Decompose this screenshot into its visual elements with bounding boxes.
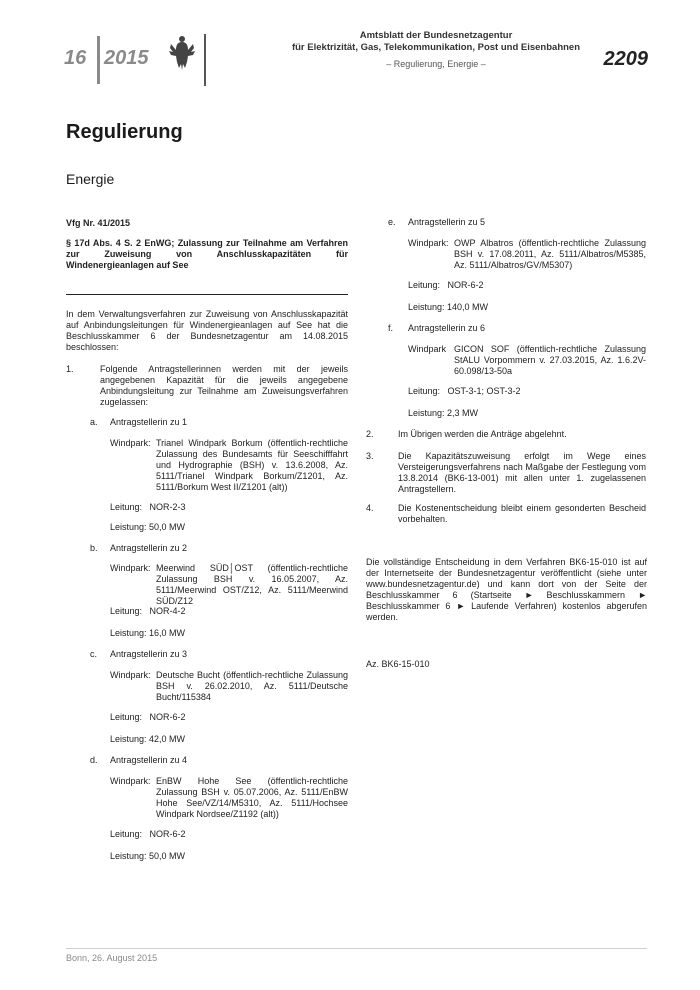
applicant-title: Antragstellerin zu 6 <box>408 323 486 333</box>
applicant-letter: c. <box>90 649 98 659</box>
windpark-text: OWP Albatros (öffentlich-rechtliche Zulassung BSH v. 17.08.2011, Az. 5111/Albatros/M5385, Az. 5111/Albatros/GV/M5307) <box>454 238 646 270</box>
item-2-text: Im Übrigen werden die Anträge abgelehnt. <box>398 429 567 439</box>
leitung: Leitung: NOR-6-2 <box>110 712 186 722</box>
leitung: Leitung: NOR-2-3 <box>110 502 186 512</box>
applicant-letter: d. <box>90 755 98 765</box>
applicant-title: Antragstellerin zu 3 <box>110 649 188 659</box>
applicant-letter: a. <box>90 417 98 427</box>
item-3-number: 3. <box>366 451 374 461</box>
leitung: Leitung: NOR-6-2 <box>110 829 186 839</box>
windpark-label: Windpark: <box>110 563 151 573</box>
publication-title <box>206 30 666 54</box>
item-4-number: 4. <box>366 503 374 513</box>
closing-paragraph: Die vollständige Entscheidung in dem Verfahren BK6-15-010 ist auf der Internetseite der Bundesnetzagentur veröffentlicht (siehe unter www.bundesnetzagentur.de) und kann dort von der Seite der Beschlusskammer 6 (Startseite ► Beschlusskammern ► Beschlusskammer 6 ► Laufende Verfahren) kostenlos abgerufen werden. <box>366 557 647 622</box>
leitung: Leitung: NOR-4-2 <box>110 606 186 616</box>
windpark-text: GICON SOF (öffentlich-rechtliche Zulassung StALU Vorpommern v. 27.03.2015, Az. 1.6.2V-60.098/13-50a <box>454 344 646 376</box>
windpark-label: Windpark: <box>110 670 151 680</box>
leistung: Leistung: 42,0 MW <box>110 734 186 744</box>
applicant-letter: b. <box>90 543 98 553</box>
applicant-title: Antragstellerin zu 1 <box>110 417 188 427</box>
decree-ref: Vfg Nr. 41/2015 <box>66 218 131 228</box>
item-1-text: Folgende Antragstellerinnen werden mit der jeweils angegebenen Kapazität für die jeweils angegebene Anbindungsleitung zur Teilnahme am Zuweisungsverfahren zugelassen: <box>100 364 348 407</box>
item-3-text: Die Kapazitätszuweisung erfolgt im Wege eines Versteigerungsverfahrens nach Maßgabe der Festlegung vom 13.8.2014 (BK6-13-001) mit allen unter 1. zugelassenen Antragstellern. <box>398 451 646 494</box>
leistung: Leistung: 140,0 MW <box>408 302 489 312</box>
page-title: Regulierung <box>66 121 183 143</box>
windpark-label: Windpark: <box>110 776 151 786</box>
leistung: Leistung: 16,0 MW <box>110 628 186 638</box>
publication-line-2: für Elektrizität, Gas, Telekommunikation, Post und Eisenbahnen <box>291 42 581 53</box>
item-2-number: 2. <box>366 429 374 439</box>
applicant-letter: f. <box>388 323 394 333</box>
issue-separator <box>97 36 100 84</box>
windpark-label: Windpark <box>408 344 447 354</box>
federal-eagle-icon <box>168 34 196 72</box>
page-number: 2209 <box>603 48 648 70</box>
windpark-label: Windpark: <box>408 238 449 248</box>
applicant-title: Antragstellerin zu 4 <box>110 755 188 765</box>
windpark-text: Meerwind SÜD│OST (öffentlich-rechtliche Zulassung BSH v. 16.05.2007, Az. 5111/Meerwind OST/Z12, Az. 5111/Meerwind SÜD/Z12 <box>156 563 348 606</box>
leistung: Leistung: 50,0 MW <box>110 851 186 861</box>
intro-paragraph: In dem Verwaltungsverfahren zur Zuweisung von Anschlusskapazität auf Anbindungsleitungen für Windenergieanlagen auf See hat die Beschlusskammer 6 der Bundesnetzagentur am 14.08.2015 beschlossen: <box>66 309 348 352</box>
item-4-text: Die Kostenentscheidung bleibt einem gesonderten Bescheid vorbehalten. <box>398 503 646 524</box>
windpark-text: EnBW Hohe See (öffentlich-rechtliche Zulassung BSH v. 05.07.2006, Az. 5111/EnBW Hohe See/VZ/14/M5310, Az. 5111/Hochsee Windpark Nordsee/Z1192 (alt)) <box>156 776 348 819</box>
footer-date: Bonn, 26. August 2015 <box>66 953 158 963</box>
leistung: Leistung: 50,0 MW <box>110 522 186 532</box>
applicant-title: Antragstellerin zu 2 <box>110 543 188 553</box>
item-1-number: 1. <box>66 364 74 374</box>
applicant-letter: e. <box>388 217 396 227</box>
windpark-label: Windpark: <box>110 438 151 448</box>
publication-line-1: Amtsblatt der Bundesnetzagentur <box>359 30 513 41</box>
section-label: – Regulierung, Energie – <box>386 59 486 69</box>
leistung: Leistung: 2,3 MW <box>408 408 479 418</box>
issue-number: 16 <box>64 47 87 69</box>
windpark-text: Trianel Windpark Borkum (öffentlich-rechtliche Zulassung des Bundesamts für Seeschifffahrt und Hydrographie (BSH) v. 13.6.2008, Az. 5111/Trianel Windpark Borkum/Z1201, Az. 5111/Borkum West II/Z1201 (alt)) <box>156 438 348 492</box>
windpark-text: Deutsche Bucht (öffentlich-rechtliche Zulassung BSH v. 26.02.2010, Az. 5111/Deutsche Bucht/115384 <box>156 670 348 702</box>
footer-rule <box>66 948 647 949</box>
applicant-title: Antragstellerin zu 5 <box>408 217 486 227</box>
leitung: Leitung: OST-3-1; OST-3-2 <box>408 386 521 396</box>
issue-year: 2015 <box>104 47 149 69</box>
page-subtitle: Energie <box>66 171 115 187</box>
heading-rule <box>66 294 348 295</box>
leitung: Leitung: NOR-6-2 <box>408 280 484 290</box>
file-reference: Az. BK6-15-010 <box>366 659 430 669</box>
decree-heading: § 17d Abs. 4 S. 2 EnWG; Zulassung zur Teilnahme am Verfahren zur Zuweisung von Anschlusskapazitäten für Windenergieanlagen auf See <box>66 238 348 270</box>
